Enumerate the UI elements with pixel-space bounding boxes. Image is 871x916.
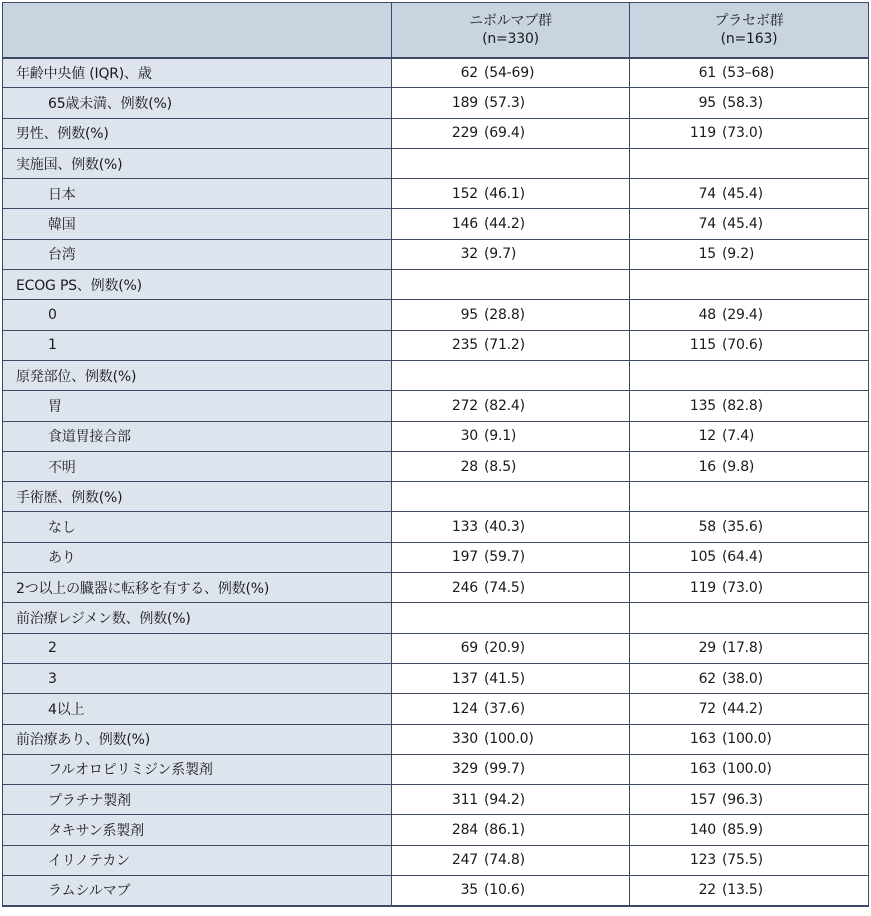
placebo-percent: (45.4) — [722, 216, 763, 233]
nivolumab-count: 246 — [451, 579, 478, 596]
placebo-value-cell — [630, 845, 869, 875]
table-row — [3, 330, 869, 360]
nivolumab-percent: (28.8) — [484, 307, 525, 324]
placebo-value-cell — [630, 815, 869, 845]
nivolumab-percent: (41.5) — [484, 670, 525, 687]
nivolumab-percent: (9.7) — [484, 246, 517, 263]
placebo-percent: (29.4) — [722, 307, 763, 324]
placebo-value-cell — [630, 663, 869, 693]
placebo-value-cell — [630, 421, 869, 451]
nivolumab-value-cell — [392, 815, 630, 845]
group-a-n: (n=330) — [482, 30, 539, 47]
placebo-percent: (44.2) — [722, 700, 763, 717]
placebo-percent: (58.3) — [722, 94, 763, 111]
nivolumab-value-cell — [392, 754, 630, 784]
table-row — [3, 239, 869, 269]
header-nivolumab-group — [392, 3, 630, 58]
placebo-percent: (75.5) — [722, 852, 763, 869]
nivolumab-value-cell — [392, 542, 630, 572]
row-sublabel: 韓国 — [3, 209, 392, 239]
header-placebo-group — [630, 3, 869, 58]
row-sublabel: 台湾 — [3, 239, 392, 269]
nivolumab-value-cell — [392, 330, 630, 360]
placebo-percent: (100.0) — [722, 731, 772, 748]
table-row — [3, 876, 869, 906]
row-sublabel: 1 — [3, 330, 392, 360]
table-header — [3, 3, 869, 58]
placebo-percent: (70.6) — [722, 337, 763, 354]
placebo-count: 48 — [698, 307, 716, 324]
table-row — [3, 360, 869, 390]
baseline-characteristics-table — [2, 2, 869, 907]
row-label: 年齢中央値 (IQR)、歳 — [3, 58, 392, 88]
nivolumab-value-cell — [392, 421, 630, 451]
placebo-count: 115 — [689, 337, 716, 354]
nivolumab-percent: (100.0) — [484, 731, 534, 748]
table-row — [3, 300, 869, 330]
placebo-percent: (96.3) — [722, 791, 763, 808]
row-sublabel: 食道胃接合部 — [3, 421, 392, 451]
table-row — [3, 663, 869, 693]
nivolumab-percent: (8.5) — [484, 458, 517, 475]
placebo-value-cell — [630, 542, 869, 572]
table-row — [3, 603, 869, 633]
nivolumab-count: 329 — [451, 761, 478, 778]
table-row — [3, 270, 869, 300]
placebo-count: 15 — [698, 246, 716, 263]
nivolumab-value-cell — [392, 300, 630, 330]
nivolumab-count: 133 — [451, 519, 478, 536]
nivolumab-value-cell — [392, 88, 630, 118]
nivolumab-count: 311 — [451, 791, 478, 808]
table-row — [3, 694, 869, 724]
placebo-percent: (35.6) — [722, 519, 763, 536]
placebo-value-cell — [630, 482, 869, 512]
nivolumab-percent: (86.1) — [484, 822, 525, 839]
header-label-cell — [3, 3, 392, 58]
nivolumab-value-cell — [392, 694, 630, 724]
nivolumab-value-cell — [392, 724, 630, 754]
table-row — [3, 118, 869, 148]
nivolumab-count: 272 — [451, 397, 478, 414]
nivolumab-count: 229 — [451, 125, 478, 142]
nivolumab-value-cell — [392, 270, 630, 300]
placebo-count: 140 — [689, 822, 716, 839]
nivolumab-percent: (10.6) — [484, 882, 525, 899]
nivolumab-count: 95 — [460, 307, 478, 324]
row-sublabel: 日本 — [3, 179, 392, 209]
placebo-count: 157 — [689, 791, 716, 808]
placebo-percent: (38.0) — [722, 670, 763, 687]
row-sublabel: 胃 — [3, 391, 392, 421]
placebo-percent: (17.8) — [722, 640, 763, 657]
placebo-count: 12 — [698, 428, 716, 445]
nivolumab-percent: (40.3) — [484, 519, 525, 536]
table-row — [3, 512, 869, 542]
table-row — [3, 573, 869, 603]
row-label: 2つ以上の臓器に転移を有する、例数(%) — [3, 573, 392, 603]
row-label: 男性、例数(%) — [3, 118, 392, 148]
placebo-count: 119 — [689, 125, 716, 142]
nivolumab-count: 189 — [451, 94, 478, 111]
nivolumab-percent: (69.4) — [484, 125, 525, 142]
nivolumab-percent: (71.2) — [484, 337, 525, 354]
nivolumab-count: 137 — [451, 670, 478, 687]
placebo-percent: (100.0) — [722, 761, 772, 778]
nivolumab-count: 124 — [451, 700, 478, 717]
placebo-value-cell — [630, 391, 869, 421]
row-sublabel: ラムシルマブ — [3, 876, 392, 906]
table-row — [3, 148, 869, 178]
nivolumab-count: 152 — [451, 185, 478, 202]
row-sublabel: 2 — [3, 633, 392, 663]
placebo-value-cell — [630, 270, 869, 300]
row-label: 手術歴、例数(%) — [3, 482, 392, 512]
group-b-n: (n=163) — [720, 30, 778, 47]
placebo-percent: (13.5) — [722, 882, 763, 899]
nivolumab-value-cell — [392, 118, 630, 148]
row-sublabel: 4以上 — [3, 694, 392, 724]
placebo-count: 16 — [698, 458, 716, 475]
nivolumab-count: 284 — [451, 822, 478, 839]
row-sublabel: フルオロピリミジン系製剤 — [3, 754, 392, 784]
nivolumab-value-cell — [392, 876, 630, 906]
nivolumab-percent: (99.7) — [484, 761, 525, 778]
nivolumab-percent: (57.3) — [484, 94, 525, 111]
placebo-count: 163 — [689, 761, 716, 778]
placebo-value-cell — [630, 209, 869, 239]
table-row — [3, 179, 869, 209]
placebo-percent: (82.8) — [722, 397, 763, 414]
nivolumab-percent: (44.2) — [484, 216, 525, 233]
placebo-count: 163 — [689, 731, 716, 748]
nivolumab-value-cell — [392, 179, 630, 209]
row-sublabel: プラチナ製剤 — [3, 785, 392, 815]
nivolumab-percent: (46.1) — [484, 185, 525, 202]
placebo-percent: (85.9) — [722, 822, 763, 839]
placebo-count: 58 — [698, 519, 716, 536]
table-row — [3, 633, 869, 663]
placebo-count: 105 — [689, 549, 716, 566]
nivolumab-count: 247 — [451, 852, 478, 869]
placebo-percent: (53–68) — [722, 64, 775, 81]
row-label: 前治療あり、例数(%) — [3, 724, 392, 754]
row-sublabel: 3 — [3, 663, 392, 693]
nivolumab-value-cell — [392, 209, 630, 239]
row-sublabel: あり — [3, 542, 392, 572]
placebo-value-cell — [630, 88, 869, 118]
nivolumab-percent: (54-69) — [484, 64, 535, 81]
nivolumab-percent: (37.6) — [484, 700, 525, 717]
row-label: 前治療レジメン数、例数(%) — [3, 603, 392, 633]
placebo-value-cell — [630, 239, 869, 269]
nivolumab-count: 32 — [460, 246, 478, 263]
placebo-percent: (9.2) — [722, 246, 755, 263]
placebo-percent: (64.4) — [722, 549, 763, 566]
table-row — [3, 845, 869, 875]
table-row — [3, 88, 869, 118]
placebo-value-cell — [630, 330, 869, 360]
nivolumab-value-cell — [392, 451, 630, 481]
table-row — [3, 754, 869, 784]
placebo-value-cell — [630, 876, 869, 906]
nivolumab-value-cell — [392, 360, 630, 390]
placebo-value-cell — [630, 360, 869, 390]
nivolumab-value-cell — [392, 239, 630, 269]
table-row — [3, 785, 869, 815]
nivolumab-percent: (82.4) — [484, 397, 525, 414]
placebo-value-cell — [630, 512, 869, 542]
placebo-value-cell — [630, 148, 869, 178]
table-body — [3, 58, 869, 906]
placebo-value-cell — [630, 58, 869, 88]
placebo-count: 22 — [698, 882, 716, 899]
placebo-value-cell — [630, 724, 869, 754]
row-sublabel: 不明 — [3, 451, 392, 481]
placebo-percent: (7.4) — [722, 428, 755, 445]
nivolumab-percent: (59.7) — [484, 549, 525, 566]
nivolumab-count: 69 — [460, 640, 478, 657]
nivolumab-count: 235 — [451, 337, 478, 354]
nivolumab-count: 28 — [460, 458, 478, 475]
nivolumab-count: 30 — [460, 428, 478, 445]
table-row — [3, 542, 869, 572]
nivolumab-value-cell — [392, 845, 630, 875]
header-row — [3, 3, 869, 58]
nivolumab-count: 197 — [451, 549, 478, 566]
table-row — [3, 724, 869, 754]
placebo-count: 72 — [698, 700, 716, 717]
row-label: ECOG PS、例数(%) — [3, 270, 392, 300]
placebo-percent: (73.0) — [722, 125, 763, 142]
placebo-count: 74 — [698, 185, 716, 202]
group-b-name: プラセボ群 — [714, 12, 784, 29]
row-sublabel: 65歳未満、例数(%) — [3, 88, 392, 118]
row-sublabel: タキサン系製剤 — [3, 815, 392, 845]
row-sublabel: なし — [3, 512, 392, 542]
placebo-count: 29 — [698, 640, 716, 657]
table-row — [3, 482, 869, 512]
nivolumab-percent: (20.9) — [484, 640, 525, 657]
row-label: 実施国、例数(%) — [3, 148, 392, 178]
placebo-value-cell — [630, 694, 869, 724]
row-sublabel: 0 — [3, 300, 392, 330]
row-label: 原発部位、例数(%) — [3, 360, 392, 390]
placebo-percent: (73.0) — [722, 579, 763, 596]
placebo-value-cell — [630, 754, 869, 784]
nivolumab-percent: (9.1) — [484, 428, 517, 445]
nivolumab-count: 330 — [451, 731, 478, 748]
placebo-value-cell — [630, 633, 869, 663]
placebo-count: 95 — [698, 94, 716, 111]
placebo-value-cell — [630, 300, 869, 330]
table-row — [3, 815, 869, 845]
nivolumab-value-cell — [392, 785, 630, 815]
placebo-count: 74 — [698, 216, 716, 233]
placebo-value-cell — [630, 179, 869, 209]
nivolumab-value-cell — [392, 148, 630, 178]
nivolumab-percent: (74.8) — [484, 852, 525, 869]
placebo-count: 119 — [689, 579, 716, 596]
row-sublabel: イリノテカン — [3, 845, 392, 875]
nivolumab-value-cell — [392, 482, 630, 512]
nivolumab-value-cell — [392, 391, 630, 421]
placebo-value-cell — [630, 451, 869, 481]
table-row — [3, 209, 869, 239]
nivolumab-value-cell — [392, 58, 630, 88]
group-a-name: ニボルマブ群 — [469, 12, 552, 29]
nivolumab-percent: (74.5) — [484, 579, 525, 596]
placebo-count: 135 — [689, 397, 716, 414]
nivolumab-value-cell — [392, 603, 630, 633]
placebo-value-cell — [630, 785, 869, 815]
table-row — [3, 58, 869, 88]
nivolumab-count: 62 — [460, 64, 478, 81]
nivolumab-percent: (94.2) — [484, 791, 525, 808]
placebo-count: 61 — [698, 64, 716, 81]
nivolumab-count: 35 — [460, 882, 478, 899]
table-row — [3, 391, 869, 421]
nivolumab-value-cell — [392, 633, 630, 663]
nivolumab-count: 146 — [451, 216, 478, 233]
placebo-value-cell — [630, 603, 869, 633]
placebo-value-cell — [630, 573, 869, 603]
table-row — [3, 421, 869, 451]
nivolumab-value-cell — [392, 512, 630, 542]
nivolumab-value-cell — [392, 663, 630, 693]
table-row — [3, 451, 869, 481]
nivolumab-value-cell — [392, 573, 630, 603]
placebo-percent: (45.4) — [722, 185, 763, 202]
placebo-count: 123 — [689, 852, 716, 869]
placebo-count: 62 — [698, 670, 716, 687]
placebo-value-cell — [630, 118, 869, 148]
placebo-percent: (9.8) — [722, 458, 755, 475]
